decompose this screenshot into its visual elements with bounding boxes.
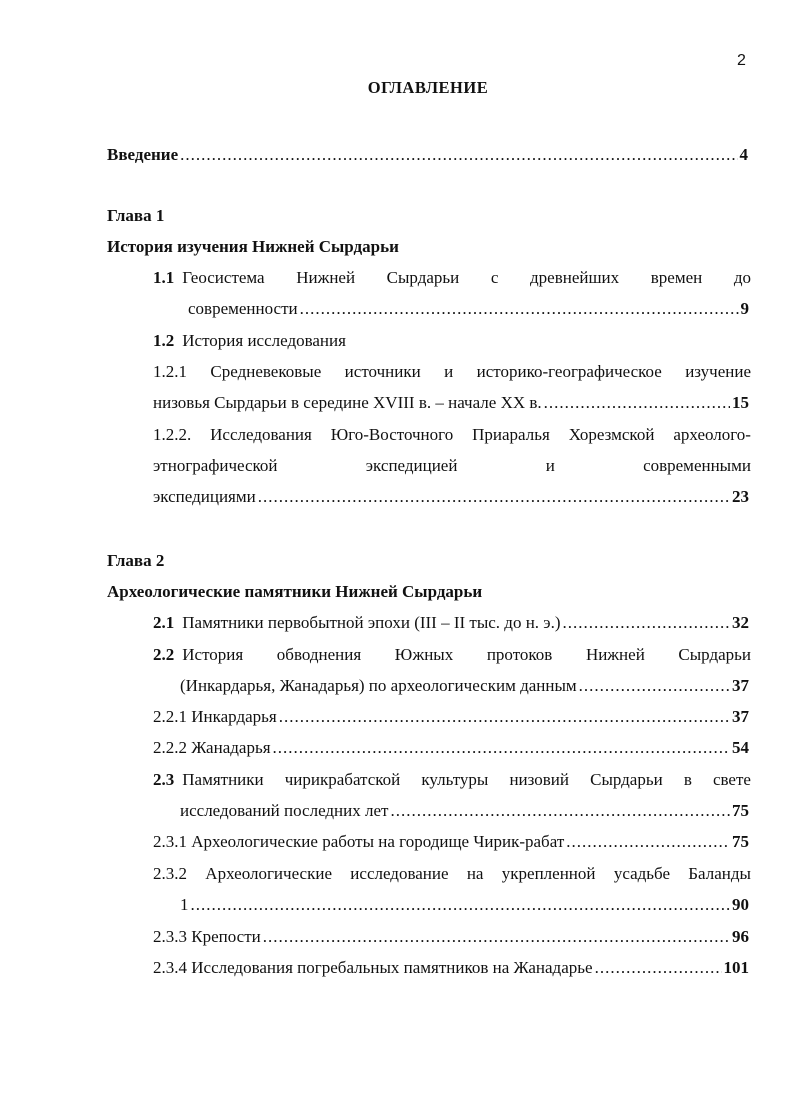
toc-page: 4 [739, 145, 748, 164]
word: Юго-Восточного [330, 425, 454, 444]
toc-entry-intro[interactable] [107, 145, 748, 165]
toc-entry-2-3-2-line1[interactable] [153, 864, 751, 884]
leader-dots [263, 927, 730, 947]
word: 1.2.1 [153, 362, 187, 381]
toc-entry-1-1-line1[interactable] [153, 268, 751, 288]
section-number: 2.3 [153, 770, 175, 789]
toc-page: 90 [732, 895, 749, 914]
toc-entry-1-2-2-line3[interactable] [153, 487, 749, 507]
toc-page: 32 [732, 613, 749, 632]
word: Средневековые [210, 362, 322, 381]
chapter-1-heading: Глава 1 [107, 206, 165, 225]
toc-page: 75 [732, 801, 749, 820]
toc-page: 96 [732, 927, 749, 946]
word: современными [643, 456, 751, 475]
section-number: 1.1 [153, 268, 175, 287]
section-words [153, 645, 243, 665]
toc-label: (Инкардарья, Жанадарья) по археологическим данным [180, 676, 577, 695]
toc-entry-2-2-1[interactable] [153, 707, 749, 727]
word: древнейших [530, 268, 620, 287]
word: усадьбе [613, 864, 670, 883]
word: Хорезмской [568, 425, 655, 444]
leader-dots [595, 958, 722, 978]
leader-dots [300, 299, 739, 319]
toc-label: современности [188, 299, 298, 318]
word: изучение [685, 362, 751, 381]
leader-dots [563, 613, 730, 633]
word: археолого- [673, 425, 751, 444]
word: в [683, 770, 692, 789]
toc-entry-2-3-4[interactable] [153, 958, 749, 978]
leader-dots [191, 895, 731, 915]
chapter-1-title: История изучения Нижней Сырдарьи [107, 237, 399, 256]
toc-label: 1 [180, 895, 189, 914]
toc-label: 2.2.2 Жанадарья [153, 738, 271, 757]
word: Нижней [585, 645, 645, 664]
toc-page: 9 [740, 299, 749, 318]
word: укрепленной [501, 864, 596, 883]
toc-page: 54 [732, 738, 749, 757]
word: времен [650, 268, 703, 287]
word: историко-географическое [476, 362, 662, 381]
word: Памятники [182, 770, 264, 789]
toc-entry-2-2-2[interactable] [153, 738, 749, 758]
leader-dots [566, 832, 730, 852]
word: до [733, 268, 751, 287]
toc-entry-1-2-1-line2[interactable] [153, 393, 749, 413]
word: Приаралья [472, 425, 550, 444]
word: чирикрабатской [284, 770, 401, 789]
toc-label: 2.3.4 Исследования погребальных памятников на Жанадарье [153, 958, 593, 977]
word: культуры [421, 770, 489, 789]
chapter-2-title: Археологические памятники Нижней Сырдарьи [107, 582, 483, 601]
word: Сырдарьи [386, 268, 460, 287]
word: свете [712, 770, 751, 789]
section-number: 1.2 [153, 331, 175, 350]
word: Сырдарьи [590, 770, 663, 789]
word: и [444, 362, 454, 381]
chapter-2-heading: Глава 2 [107, 551, 165, 570]
toc-page: 23 [732, 487, 749, 506]
word: Геосистема [182, 268, 265, 287]
leader-dots [544, 393, 730, 413]
toc-label: История исследования [182, 331, 346, 350]
leader-dots [180, 145, 737, 165]
toc-page: 75 [732, 832, 749, 851]
word: на [466, 864, 484, 883]
toc-entry-2-1[interactable] [153, 613, 749, 633]
toc-entry-2-3-2-line2[interactable] [180, 895, 749, 915]
leader-dots [390, 801, 730, 821]
toc-page: 101 [723, 958, 749, 977]
toc-entry-1-2-2-line2[interactable] [153, 456, 751, 476]
word: История [182, 645, 244, 664]
word: 1.2.2. [153, 425, 192, 444]
toc-label: экспедициями [153, 487, 256, 506]
leader-dots [279, 707, 730, 727]
word: Нижней [296, 268, 356, 287]
toc-entry-2-3-3[interactable] [153, 927, 749, 947]
section-words [153, 268, 265, 288]
toc-label: 2.2.1 Инкардарья [153, 707, 277, 726]
toc-label: низовья Сырдарьи в середине XVIII в. – начале XX в. [153, 393, 542, 412]
word: Баланды [688, 864, 751, 883]
word: Сырдарьи [678, 645, 751, 664]
word: Южных [394, 645, 454, 664]
word: Исследования [210, 425, 312, 444]
page-number: 2 [737, 52, 746, 69]
leader-dots [579, 676, 730, 696]
word: низовий [509, 770, 569, 789]
word: 2.3.2 [153, 864, 187, 883]
word: с [490, 268, 499, 287]
section-number: 2.1 [153, 613, 175, 632]
toc-entry-2-3-line1[interactable] [153, 770, 751, 790]
toc-page: 15 [732, 393, 749, 412]
section-number: 2.2 [153, 645, 175, 664]
leader-dots [258, 487, 730, 507]
toc-entry-2-2-line1[interactable] [153, 645, 751, 665]
word: экспедицией [365, 456, 458, 475]
toc-label: Введение [107, 145, 179, 164]
toc-label [153, 613, 561, 633]
word: этнографической [153, 456, 278, 475]
word: обводнения [276, 645, 362, 664]
toc-entry-2-3-1[interactable] [153, 832, 749, 852]
toc-entry-1-2-2-line1[interactable] [153, 425, 751, 445]
word: источники [344, 362, 421, 381]
word: и [545, 456, 555, 475]
toc-label: 2.3.3 Крепости [153, 927, 261, 946]
toc-label-text: Памятники первобытной эпохи (III – II тыс. до н. э.) [182, 613, 561, 632]
toc-label: 2.3.1 Археологические работы на городище Чирик-рабат [153, 832, 565, 851]
word: Археологические [205, 864, 332, 883]
toc-entry-2-2-line2[interactable] [180, 676, 749, 696]
toc-entry-1-1-line2[interactable] [188, 299, 749, 319]
toc-entry-1-2[interactable] [153, 331, 346, 351]
leader-dots [273, 738, 730, 758]
toc-page: 37 [732, 707, 749, 726]
toc-label: исследований последних лет [180, 801, 389, 820]
toc-entry-1-2-1-line1[interactable] [153, 362, 751, 382]
toc-entry-2-3-line2[interactable] [180, 801, 749, 821]
word: исследование [350, 864, 449, 883]
section-words [153, 770, 264, 790]
word: протоков [486, 645, 553, 664]
page-title: ОГЛАВЛЕНИЕ [367, 78, 489, 97]
toc-page: 37 [732, 676, 749, 695]
